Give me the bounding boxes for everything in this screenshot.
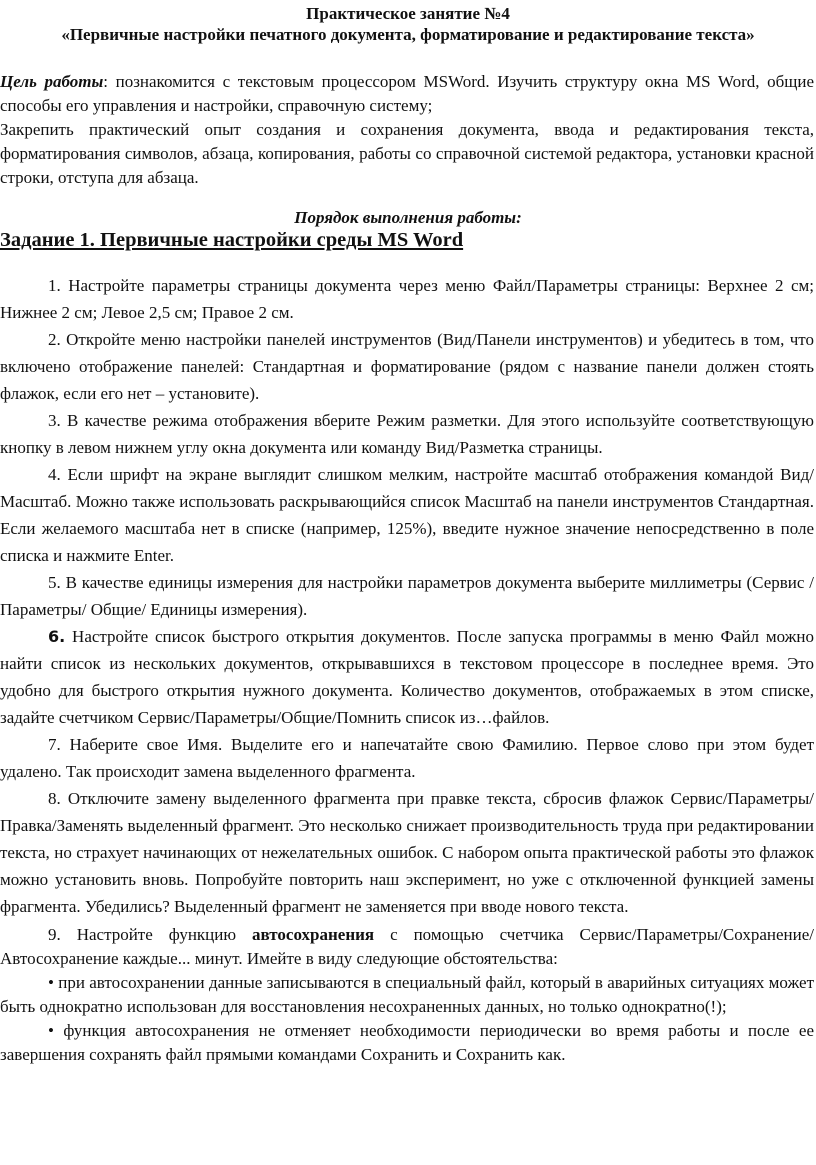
aim-paragraph bbox=[0, 70, 814, 118]
bullet-item: • при автосохранении данные записываются в специальный файл, который в аварийных ситуациях может быть однократно использован для восстановления несохраненных данных, но только однократно(!); bbox=[0, 973, 814, 1016]
task-heading: Задание 1. Первичные настройки среды MS Word bbox=[0, 229, 464, 251]
item-text: Настройте параметры страницы документа через меню Файл/Параметры страницы: Верхнее 2 см; Нижнее 2 см; Левое 2,5 см; Правое 2 см. bbox=[0, 276, 814, 322]
list-item bbox=[0, 461, 814, 569]
list-item bbox=[0, 923, 814, 971]
item-text: Если шрифт на экране выглядит слишком мелким, настройте масштаб отображения командой Вид/Масштаб. Можно также использовать раскрывающийся список Масштаб на панели инструментов Стандартная. Если желаемого масштаба нет в списке (например, 125%), введите нужное значение непосредственно в поле списка и нажмите Enter. bbox=[0, 465, 814, 565]
item-text: Наберите свое Имя. Выделите его и напечатайте свою Фамилию. Первое слово при этом будет удалено. Так происходит замена выделенного фрагмента. bbox=[0, 735, 815, 781]
item-text: Отключите замену выделенного фрагмента при правке текста, сбросив флажок Сервис/Параметры/Правка/Заменять выделенный фрагмент. Это несколько снижает производительность труда при редактировании текста, но страхует начинающих от нежелательных ошибок. С набором опыта практической работы это флажок можно установить вновь. Попробуйте повторить наш эксперимент, но уже с отключенной функцией замены фрагмента. Убедились? Выделенный фрагмент не заменяется при вводе нового текста. bbox=[0, 789, 815, 916]
list-item bbox=[0, 272, 814, 326]
list-item bbox=[0, 731, 814, 785]
item-text: В качестве режима отображения вберите Режим разметки. Для этого используйте соответствующую кнопку в левом нижнем углу окна документа или команду Вид/Разметка страницы. bbox=[0, 411, 814, 457]
order-heading: Порядок выполнения работы: bbox=[294, 208, 522, 227]
list-item bbox=[0, 623, 814, 731]
item-number: 2. bbox=[48, 330, 61, 349]
item-number: 3. bbox=[48, 411, 61, 430]
list-item bbox=[0, 569, 814, 623]
bullet-item: • функция автосохранения не отменяет необходимости периодически во время работы и после ее завершения сохранять файл прямыми командами Сохранить и Сохранить как. bbox=[0, 1021, 814, 1064]
item-number: 1. bbox=[48, 276, 61, 295]
item-text: Настройте список быстрого открытия документов. После запуска программы в меню Файл можно найти список из нескольких документов, открывавшихся в текстовом процессоре в последнее время. Это удобно для быстрого открытия нужного документа. Количество документов, отображаемых в этом списке, задайте счетчиком Сервис/Параметры/Общие/Помнить список из…файлов. bbox=[0, 627, 815, 727]
aim-paragraph-2: Закрепить практический опыт создания и сохранения документа, ввода и редактирования текста, форматирования символов, абзаца, копирования, работы со справочной системой редактора, установки красной строки, отступа для абзаца. bbox=[0, 120, 814, 187]
item-number: 5. bbox=[48, 573, 61, 592]
aim-section bbox=[0, 70, 814, 190]
aim-text-1: : познакомится с текстовым процессором MSWord. Изучить структуру окна MS Word, общие способы его управления и настройки, справочную систему; bbox=[0, 72, 814, 115]
item-text-post: с помощью счетчика Сервис/Параметры/Сохранение/Автосохранение каждые... минут. Имейте в виду следующие обстоятельства: bbox=[0, 925, 814, 968]
item-text: В качестве единицы измерения для настройки параметров документа выберите миллиметры (Сервис /Параметры/ Общие/ Единицы измерения). bbox=[0, 573, 814, 619]
item-keyword: автосохранения bbox=[252, 925, 375, 944]
item-text: Настройте функцию bbox=[76, 925, 237, 944]
list-item bbox=[0, 785, 814, 920]
item-number: 7. bbox=[48, 735, 61, 754]
item-number: 6. bbox=[48, 627, 66, 646]
page-subtitle: «Первичные настройки печатного документа, форматирование и редактирование текста» bbox=[61, 25, 755, 44]
aim-label: Цель работы bbox=[0, 72, 104, 91]
item-number: 4. bbox=[48, 465, 61, 484]
bullet-list bbox=[0, 971, 814, 1067]
item-number: 8. bbox=[48, 789, 61, 808]
task-list bbox=[0, 272, 814, 1067]
page-title: Практическое занятие №4 bbox=[306, 4, 510, 23]
item-text: Откройте меню настройки панелей инструментов (Вид/Панели инструментов) и убедитесь в том, что включено отображение панелей: Стандартная и форматирование (рядом с название панели должен стоять флажок, если его нет – установите). bbox=[0, 330, 814, 403]
list-item bbox=[0, 407, 814, 461]
item-number: 9. bbox=[48, 925, 61, 944]
list-item bbox=[0, 326, 814, 407]
